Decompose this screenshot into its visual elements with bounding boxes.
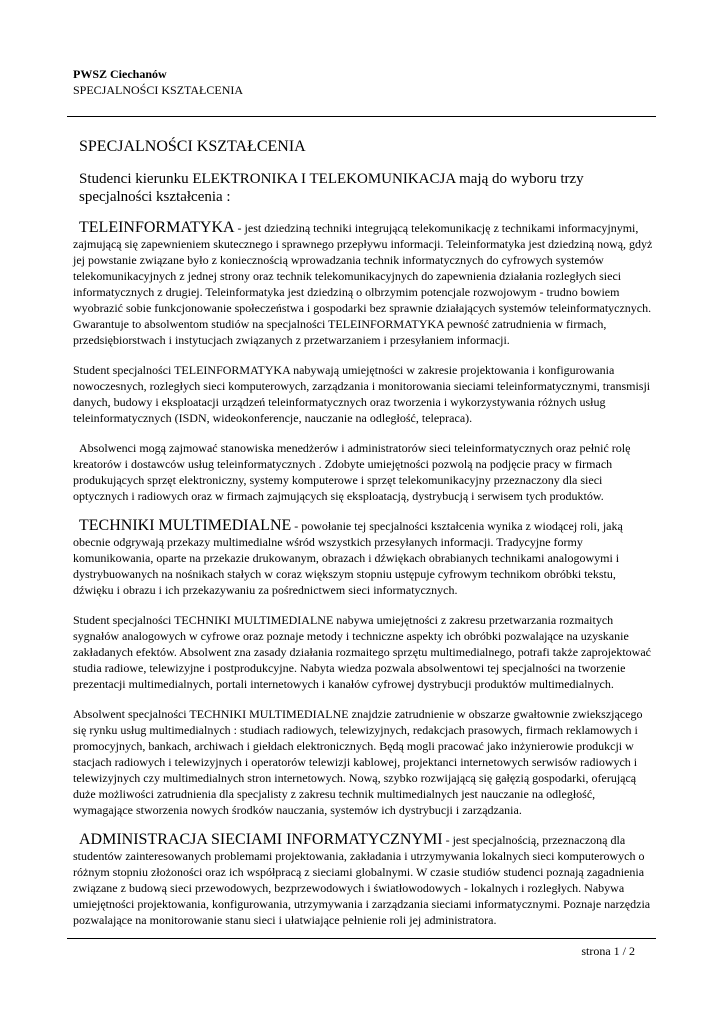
section-lead-teleinformatyka: - jest dziedziną techniki integrującą telekomunikację z technikami informacyjnymi, zajmującą się zapewnieniem skutecznego i sprawnego przepływu informacji. Teleinformatyka jest dziedziną nową, gdyż jej powstanie związane było z koniecznością wprowadzania technik informatycznych do cyfrowych systemów telekomunikacyjnych z jednej strony oraz technik telekomunikacyjnych do zapewnienia działania rozległych sieci informatycznych z drugiej. Teleinformatyka jest dziedziną o olbrzymim potencjale rozwojowym - trudno bowiem wyobrazić sobie funkcjonowanie społeczeństwa i gospodarki bez sprawnie działających systemów teleinformatycznych. Gwarantuje to absolwentom studiów na specjalności TELEINFORMATYKA pewność zatrudnienia w firmach, przedsiębiorstwach i instytucjach związanych z przetwarzaniem i przesyłaniem informacji. xyxy=(73,221,653,347)
section-heading-multimedia: TECHNIKI MULTIMEDIALNE xyxy=(79,517,292,534)
paragraph-multimedia-skills: Student specjalności TECHNIKI MULTIMEDIALNE nabywa umiejętności z zakresu przetwarzania rozmaitych sygnałów analogowych w cyfrowe oraz poznaje metody i techniczne aspekty ich obróbki pozwalające na uzyskanie zakładanych efektów. Absolwent zna zasady działania rozmaitego sprzętu multimedialnego, potrafi także zaprojektować studia radiowe, telewizyjne i postprodukcyjne. Nabyta wiedza pozwala absolwentowi tej specjalności na tworzenie prezentacji multimedialnych, portali internetowych i kanałów cyfrowej dystrybucji produktów multimedialnych. xyxy=(73,613,651,691)
header-divider xyxy=(67,116,656,117)
section-techniki-multimedialne xyxy=(73,518,658,598)
section-lead-multimedia: - powołanie tej specjalności kształcenia wynika z wiodącej roli, jaką obecnie odgrywają przekazy multimedialne wśród wszystkich przesyłanych informacji. Tradycyjne formy komunikowania, oparte na przekazie drukowanym, obrazach i dźwiękach obrabianych technikami analogowymi i dystrybuowanych na nośnikach stałych w coraz większym stopniu ustępuje cyfrowym technikom obróbki tekstu, dźwięku i obrazu i ich przekazywaniu za pośrednictwem sieci informatycznych. xyxy=(73,519,623,597)
footer-divider xyxy=(67,938,656,939)
paragraph-teleinformatyka-careers: Absolwenci mogą zajmować stanowiska menedżerów i administratorów sieci teleinformatycznych oraz pełnić rolę kreatorów i dostawców usług teleinformatycznych . Zdobyte umiejętności pozwolą na podjęcie pracy w firmach produkujących sprzęt elektroniczny, systemy komputerowe i sprzęt telekomunikacyjny przeznaczony dla sieci optycznych i radiowych oraz w firmach zajmujących się eksploatacją, dystrybucją i serwisem tych produktów. xyxy=(73,441,631,503)
paragraph-multimedia-careers: Absolwent specjalności TECHNIKI MULTIMEDIALNE znajdzie zatrudnienie w obszarze gwałtownie zwiekszjącego się rynku usług multimedialnych : studiach radiowych, telewizyjnych, redakcjach prasowych, firmach reklamowych i promocyjnych, bankach, archiwach i giełdach elektronicznych. Będą mogli pracować jako inżynierowie produkcji w stacjach radiowych i telewizyjnych i operatorów telewizji kablowej, projektanci internetowych serwisów radiowych i telewizyjnych czy multimedialnych stron internetowych. Nową, szybko rozwijającą się gałęzią gospodarki, oferującą duże możliwości zatrudnienia dla specjalisty z zakresu technik multimedialnych jest nauczanie na odległość, wymagające stworzenia nowych środków nauczania, systemów ich dystrybucji i zarządzania. xyxy=(73,707,643,817)
document-body xyxy=(73,137,658,942)
header-organization: PWSZ Ciechanów xyxy=(73,67,167,81)
page-header xyxy=(73,66,653,98)
page-title: SPECJALNOŚCI KSZTAŁCENIA xyxy=(79,138,306,155)
intro-paragraph: Studenci kierunku ELEKTRONIKA I TELEKOMUNIKACJA mają do wyboru trzy specjalności kształcenia : xyxy=(79,171,584,205)
section-heading-admin: ADMINISTRACJA SIECIAMI INFORMATYCZNYMI xyxy=(79,831,443,848)
section-heading-teleinformatyka: TELEINFORMATYKA xyxy=(79,219,235,236)
page-number: strona 1 / 2 xyxy=(581,944,635,958)
header-subtitle: SPECJALNOŚCI KSZTAŁCENIA xyxy=(73,83,244,97)
section-teleinformatyka xyxy=(73,220,658,348)
section-lead-admin: - jest specjalnością, przeznaczoną dla studentów zainteresowanych problemami projektowania, zakładania i utrzymywania lokalnych sieci komputerowych o różnym stopniu złożoności oraz ich współpracą z sieciami globalnymi. W czasie studiów studenci poznają zagadnienia związane z budową sieci przewodowych, bezprzewodowych i światłowodowych - lokalnych i rozległych. Nabywa umiejętności projektowania, konfigurowania, utrzymywania i zarządzania sieciami informatycznymi. Poznaje narzędzia pozwalające na monitorowanie stanu sieci i ułatwiające pełnienie roli jej administratora. xyxy=(73,833,651,927)
section-administracja-sieciami xyxy=(73,832,658,928)
paragraph-teleinformatyka-skills: Student specjalności TELEINFORMATYKA nabywają umiejętności w zakresie projektowania i konfigurowania nowoczesnych, rozległych sieci komputerowych, zarządzania i monitorowania sieciami teleinformatycznymi, transmisji danych, budowy i eksploatacji urządzeń teleinformatycznych oraz tworzenia i wykorzystywania różnych usług teleinformatycznych (ISDN, wideokonferencje, nauczanie na odległość, telepraca). xyxy=(73,363,651,425)
